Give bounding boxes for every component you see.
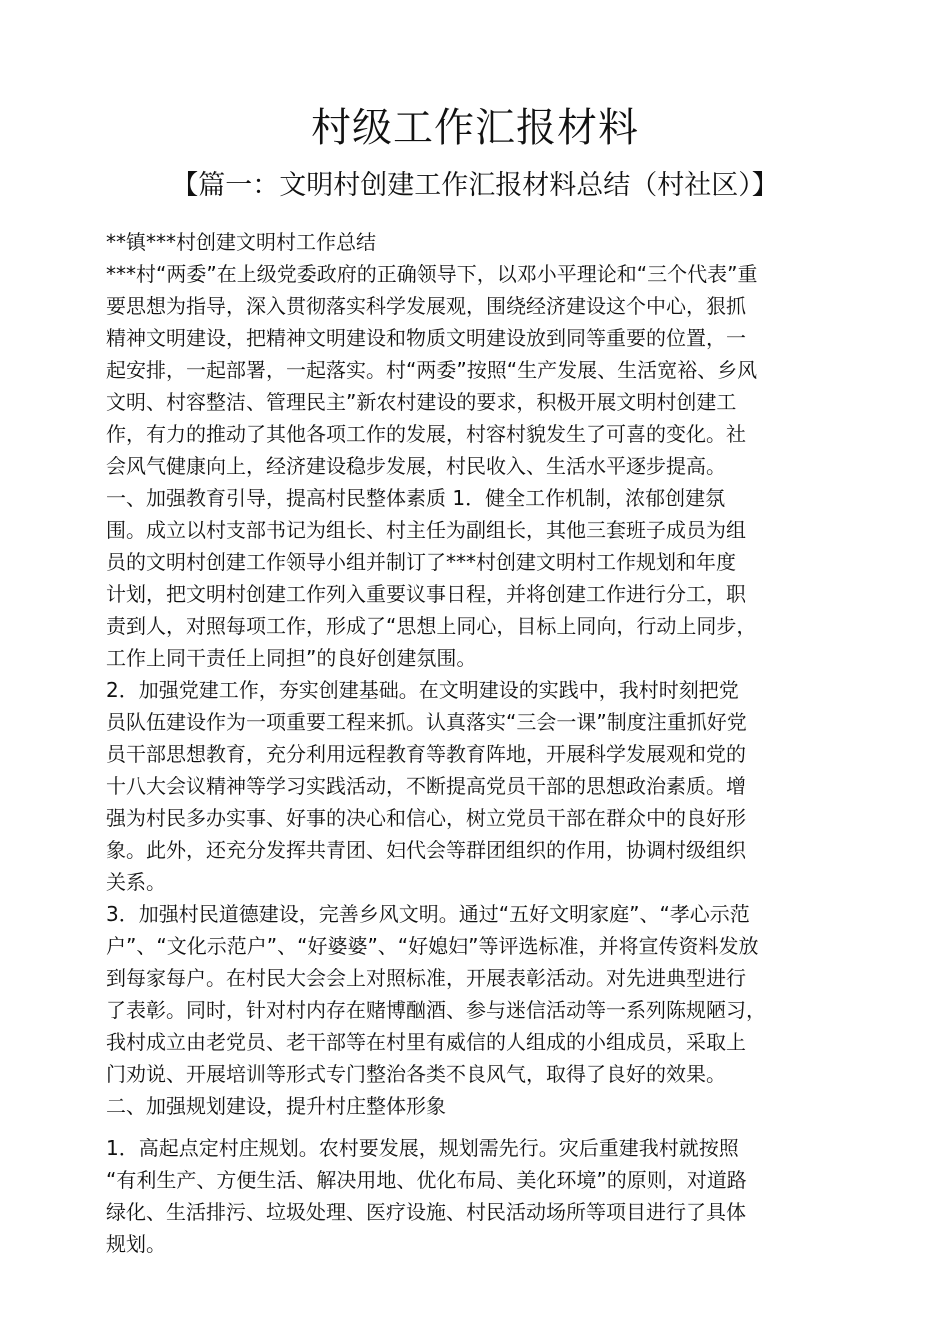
body-line: 2．加强党建工作，夯实创建基础。在文明建设的实践中，我村时刻把党 [106,678,739,702]
body-line: 二、加强规划建设，提升村庄整体形象 [106,1094,446,1118]
body-line: 一、加强教育引导，提高村民整体素质 1．健全工作机制，浓郁创建氛 [106,486,726,510]
body-line: 作，有力的推动了其他各项工作的发展，村容村貌发生了可喜的变化。社 [106,422,746,446]
body-line: 计划，把文明村创建工作列入重要议事日程，并将创建工作进行分工，职 [106,582,746,606]
body-line: 十八大会议精神等学习实践活动，不断提高党员干部的思想政治素质。增 [106,774,746,798]
body-line: 了表彰。同时，针对村内存在赌博酗酒、参与迷信活动等一系列陈规陋习， [106,998,766,1022]
body-line: 关系。 [106,870,166,894]
body-line: 规划。 [106,1232,166,1256]
body-line: 会风气健康向上，经济建设稳步发展，村民收入、生活水平逐步提高。 [106,454,726,478]
body-line: 象。此外，还充分发挥共青团、妇代会等群团组织的作用，协调村级组织 [106,838,746,862]
document-subtitle: 【篇一：文明村创建工作汇报材料总结（村社区）】 [171,170,779,201]
body-line: 要思想为指导，深入贯彻落实科学发展观，围绕经济建设这个中心，狠抓 [106,294,746,318]
body-line: 起安排，一起部署，一起落实。村“两委”按照“生产发展、生活宽裕、乡风 [106,358,758,382]
body-line: 户”、“文化示范户”、“好婆婆”、“好媳妇”等评选标准，并将宣传资料发放 [106,934,759,958]
body-line: 强为村民多办实事、好事的决心和信心，树立党员干部在群众中的良好形 [106,806,746,830]
body-line: 1．高起点定村庄规划。农村要发展，规划需先行。灾后重建我村就按照 [106,1136,739,1160]
body-line: 门劝说、开展培训等形式专门整治各类不良风气，取得了良好的效果。 [106,1062,726,1086]
body-line: 责到人，对照每项工作，形成了“思想上同心，目标上同向，行动上同步， [106,614,757,638]
body-line: 员队伍建设作为一项重要工程来抓。认真落实“三会一课”制度注重抓好党 [106,710,747,734]
body-line: 到每家每户。在村民大会会上对照标准，开展表彰活动。对先进典型进行 [106,966,746,990]
body-line: 我村成立由老党员、老干部等在村里有威信的人组成的小组成员，采取上 [106,1030,746,1054]
body-line: “有利生产、方便生活、解决用地、优化布局、美化环境”的原则，对道路 [106,1168,747,1192]
body-line: 绿化、生活排污、垃圾处理、医疗设施、村民活动场所等项目进行了具体 [106,1200,746,1224]
body-line: ***村“两委”在上级党委政府的正确领导下，以邓小平理论和“三个代表”重 [106,262,758,286]
body-line: 员的文明村创建工作领导小组并制订了***村创建文明村工作规划和年度 [106,550,736,574]
body-line: **镇***村创建文明村工作总结 [106,230,376,254]
body-line: 精神文明建设，把精神文明建设和物质文明建设放到同等重要的位置，一 [106,326,746,350]
body-line: 3．加强村民道德建设，完善乡风文明。通过“五好文明家庭”、“孝心示范 [106,902,750,926]
document-title: 村级工作汇报材料 [311,105,639,151]
document-body [106,226,854,1260]
body-line: 员干部思想教育，充分利用远程教育等教育阵地，开展科学发展观和党的 [106,742,746,766]
body-line: 文明、村容整洁、管理民主”新农村建设的要求，积极开展文明村创建工 [106,390,737,414]
body-line: 围。成立以村支部书记为组长、村主任为副组长，其他三套班子成员为组 [106,518,746,542]
body-line: 工作上同干责任上同担”的良好创建氛围。 [106,646,477,670]
section-gap [106,1122,854,1132]
